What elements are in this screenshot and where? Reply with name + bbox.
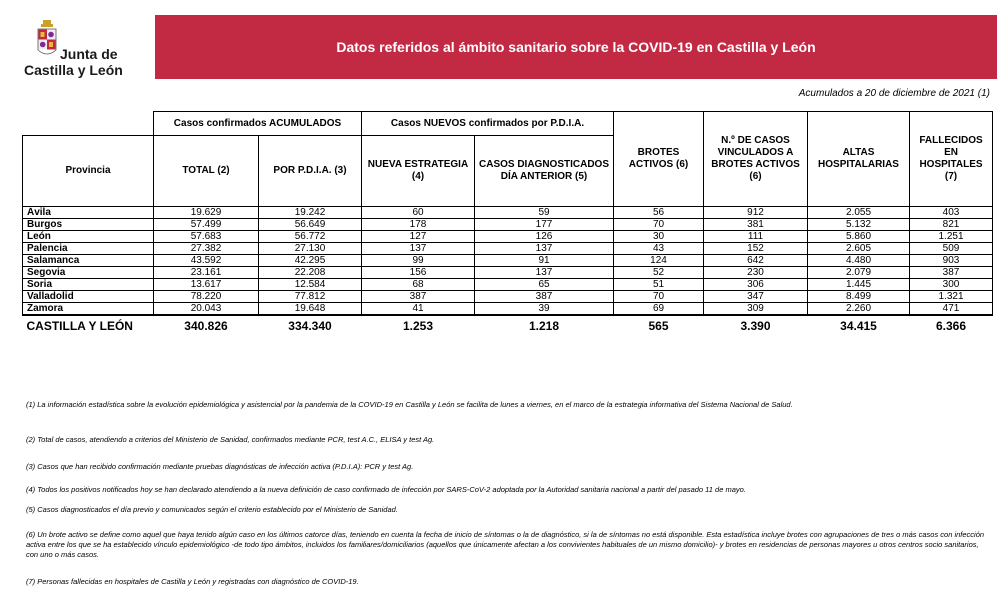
table-cell: 347 [704,291,808,303]
table-cell: 99 [362,255,475,267]
col-casos-vinculados: N.º DE CASOS VINCULADOS A BROTES ACTIVOS (6) [704,112,808,207]
table-cell: 30 [614,231,704,243]
table-cell: 403 [910,207,993,219]
table-cell: 8.499 [808,291,910,303]
table-cell: 60 [362,207,475,219]
col-altas-hospitalarias: ALTAS HOSPITALARIAS [808,112,910,207]
table-cell: 2.260 [808,303,910,316]
total-label: CASTILLA Y LEÓN [23,315,154,337]
table-cell: 137 [475,243,614,255]
table-cell: 43 [614,243,704,255]
covid-data-table [22,111,993,337]
table-cell: 70 [614,219,704,231]
table-cell: 91 [475,255,614,267]
total-cell: 334.340 [259,315,362,337]
total-cell: 340.826 [154,315,259,337]
table-cell: 156 [362,267,475,279]
table-cell: 39 [475,303,614,316]
province-name: Burgos [23,219,154,231]
table-cell: 19.629 [154,207,259,219]
blank-header-cell [23,112,154,136]
table-cell: 57.499 [154,219,259,231]
table-row [23,219,993,231]
title-banner [155,15,997,79]
table-cell: 5.132 [808,219,910,231]
table-cell: 78.220 [154,291,259,303]
col-provincia: Provincia [23,136,154,207]
as-of-date: Acumulados a 20 de diciembre de 2021 (1) [798,88,990,99]
table-row [23,291,993,303]
logo-line-1: Junta de [60,46,118,62]
table-cell: 903 [910,255,993,267]
logo-line-2: Castilla y León [24,62,123,78]
table-cell: 19.648 [259,303,362,316]
page-title: Datos referidos al ámbito sanitario sobre la COVID-19 en Castilla y León [336,39,816,55]
footnote-1: (1) La información estadística sobre la evolución epidemiológica y asistencial por la pandemia de la COVID-19 en Castilla y León se facilita de lunes a viernes, en el marco de la estrategia informativa del Sistema Nacional de Salud. [26,400,793,409]
table-cell: 127 [362,231,475,243]
table-cell: 1.445 [808,279,910,291]
total-cell: 34.415 [808,315,910,337]
footnote-7: (7) Personas fallecidas en hospitales de Castilla y León y registradas con diagnóstico de COVID-19. [26,577,359,586]
province-name: Soria [23,279,154,291]
table-cell: 381 [704,219,808,231]
total-row [23,315,993,337]
footnote-6: (6) Un brote activo se define como aquel que haya tenido algún caso en los últimos catorce días, teniendo en cuenta la fecha de inicio de síntomas o la de diagnóstico, si la de síntomas no está disponible. Esta estadística incluye brotes con agrupaciones de tres o más casos con infección activa entre los que se ha establecido vínculo epidemiológico -de todo tipo ámbitos, incluidos los familiares/domiciliarios (aquellos que únicamente afectan a los convivientes habituales de un mismo domicilio)- y brotes en residencias de personas mayores u otros centros socio sanitarios, con uno o más casos. [26,530,985,559]
table-row [23,243,993,255]
table-cell: 1.321 [910,291,993,303]
table-cell: 22.208 [259,267,362,279]
col-total: TOTAL (2) [154,136,259,207]
province-name: Zamora [23,303,154,316]
table-cell: 59 [475,207,614,219]
table-cell: 12.584 [259,279,362,291]
table-cell: 27.382 [154,243,259,255]
table-cell: 43.592 [154,255,259,267]
table-cell: 2.079 [808,267,910,279]
table-cell: 27.130 [259,243,362,255]
table-cell: 126 [475,231,614,243]
total-cell: 3.390 [704,315,808,337]
coat-of-arms-icon [36,20,58,64]
col-por-pdia: POR P.D.I.A. (3) [259,136,362,207]
table-cell: 13.617 [154,279,259,291]
table-row [23,207,993,219]
table-cell: 178 [362,219,475,231]
table-cell: 387 [475,291,614,303]
table-cell: 69 [614,303,704,316]
province-name: Salamanca [23,255,154,267]
total-cell: 1.218 [475,315,614,337]
table-row [23,231,993,243]
table-cell: 177 [475,219,614,231]
total-cell: 6.366 [910,315,993,337]
col-brotes-activos: BROTES ACTIVOS (6) [614,112,704,207]
table-cell: 471 [910,303,993,316]
table-cell: 509 [910,243,993,255]
table-cell: 20.043 [154,303,259,316]
table-cell: 56.649 [259,219,362,231]
table-cell: 41 [362,303,475,316]
table-cell: 56 [614,207,704,219]
col-nueva-estrategia: NUEVA ESTRATEGIA (4) [362,136,475,207]
table-cell: 2.055 [808,207,910,219]
table-row [23,279,993,291]
footnote-3: (3) Casos que han recibido confirmación mediante pruebas diagnósticas de infección activa (P.D.I.A): PCR y test Ag. [26,462,414,471]
table-cell: 300 [910,279,993,291]
province-name: León [23,231,154,243]
table-cell: 70 [614,291,704,303]
table-cell: 152 [704,243,808,255]
table-cell: 821 [910,219,993,231]
province-name: Segovia [23,267,154,279]
footnote-5: (5) Casos diagnosticados el día previo y comunicados según el criterio establecido por el Ministerio de Sanidad. [26,505,398,514]
table-cell: 52 [614,267,704,279]
footnote-2: (2) Total de casos, atendiendo a criterios del Ministerio de Sanidad, confirmados mediante PCR, test A.C., ELISA y test Ag. [26,435,435,444]
table-cell: 5.860 [808,231,910,243]
table-cell: 23.161 [154,267,259,279]
table-cell: 387 [910,267,993,279]
col-fallecidos-hospitales: FALLECIDOS EN HOSPITALES (7) [910,112,993,207]
province-name: Ávila [23,207,154,219]
table-cell: 230 [704,267,808,279]
new-cases-group-header: Casos NUEVOS confirmados por P.D.I.A. [362,112,614,136]
province-name: Palencia [23,243,154,255]
table-cell: 4.480 [808,255,910,267]
junta-logo [24,18,134,80]
table-cell: 42.295 [259,255,362,267]
table-cell: 642 [704,255,808,267]
table-cell: 124 [614,255,704,267]
total-cell: 1.253 [362,315,475,337]
table-cell: 912 [704,207,808,219]
table-group-header-row [23,112,993,136]
table-cell: 137 [362,243,475,255]
table-cell: 51 [614,279,704,291]
footnote-4: (4) Todos los positivos notificados hoy se han declarado atendiendo a la nueva definición de caso confirmado de infección por SARS-CoV-2 adoptada por la Autoridad sanitaria nacional a partir del pasado 11 de mayo. [26,485,746,494]
table-cell: 111 [704,231,808,243]
col-dia-anterior: CASOS DIAGNOSTICADOS DÍA ANTERIOR (5) [475,136,614,207]
table-cell: 306 [704,279,808,291]
table-cell: 19.242 [259,207,362,219]
table-cell: 65 [475,279,614,291]
table-cell: 387 [362,291,475,303]
accumulated-group-header: Casos confirmados ACUMULADOS [154,112,362,136]
table-cell: 77.812 [259,291,362,303]
table-cell: 309 [704,303,808,316]
table-cell: 57.683 [154,231,259,243]
table-row [23,303,993,316]
table-cell: 2.605 [808,243,910,255]
table-cell: 137 [475,267,614,279]
table-cell: 68 [362,279,475,291]
province-name: Valladolid [23,291,154,303]
table-row [23,267,993,279]
table-cell: 1.251 [910,231,993,243]
table-row [23,255,993,267]
table-cell: 56.772 [259,231,362,243]
total-cell: 565 [614,315,704,337]
